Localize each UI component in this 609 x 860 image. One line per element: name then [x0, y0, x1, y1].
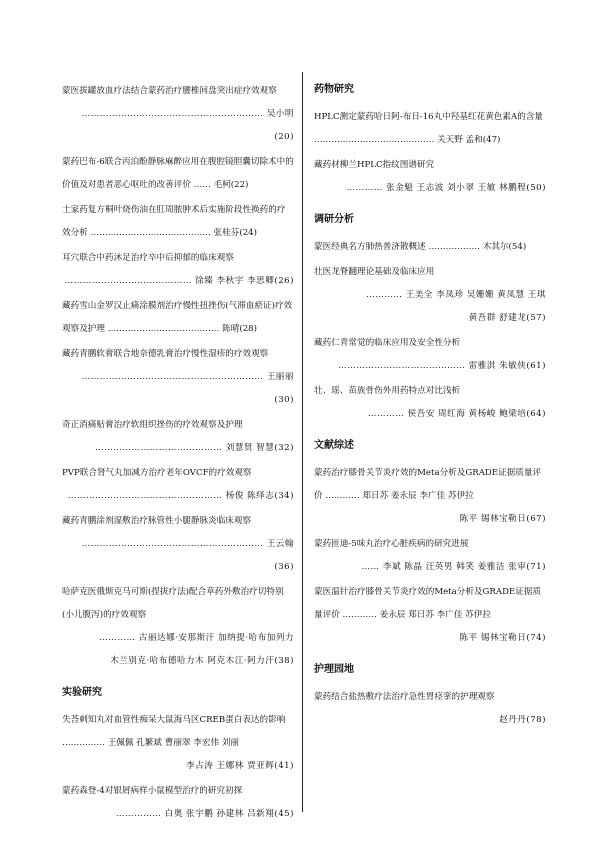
article-authors: ………… 侯吾安 周红海 黄杨峻 鲍梁培(64): [367, 409, 546, 419]
toc-entry[interactable]: [62, 510, 294, 579]
toc-entry[interactable]: [62, 709, 294, 778]
article-authors: 赵丹丹(78): [499, 715, 546, 725]
toc-entry[interactable]: [314, 106, 546, 152]
article-title: 蒙药结合盐热敷疗法治疗急性胃痉挛的护理观察: [314, 692, 495, 702]
toc-entry[interactable]: [62, 780, 294, 826]
toc-entry[interactable]: [62, 343, 294, 412]
toc-entry[interactable]: [62, 295, 294, 341]
toc-entry[interactable]: [62, 414, 294, 460]
toc-entry[interactable]: [62, 581, 294, 673]
toc-entry[interactable]: [314, 261, 546, 330]
article-authors: 陈平 锡林宝勒日(74): [459, 633, 546, 643]
toc-entry[interactable]: [314, 332, 546, 378]
toc-entry[interactable]: [314, 533, 546, 579]
article-title: 哈萨克医俄斯克马可斯(捏拔疗法)配合草药外敷治疗切特别(小儿腹泻)的疗效观察: [62, 587, 284, 620]
article-title: 耳穴联合中药沐足治疗卒中后抑郁的临床观察: [62, 253, 234, 263]
toc-entry[interactable]: [314, 581, 546, 650]
article-authors: …………………………………………………… 王丽丽(30): [81, 372, 294, 405]
article-title: 藏药材柳兰HPLC指纹图谱研究: [314, 160, 435, 170]
toc-entry[interactable]: [62, 247, 294, 293]
article-title: 壮、瑶、苗族骨伤外用药特点对比浅析: [314, 386, 461, 396]
toc-entry[interactable]: [62, 80, 294, 149]
toc-entry[interactable]: [314, 462, 546, 531]
article-authors: …………………………………… 刘慧贤 智慧(32): [95, 443, 294, 453]
article-authors: 李占涛 王娜林 贾亚辉(41): [186, 761, 294, 771]
toc-entry[interactable]: [314, 686, 546, 732]
toc-left-column: [62, 80, 294, 828]
article-title: 蒙医经典名方肺热普济散概述 ……………… 木其尔(54): [314, 242, 527, 252]
toc-right-column: [314, 80, 546, 734]
article-authors: 木兰别克·哈布德哈力木 阿克木江·阿力汗(38): [110, 656, 294, 666]
toc-entry[interactable]: [314, 380, 546, 426]
section-heading: 药物研究: [314, 84, 354, 95]
toc-entry[interactable]: [314, 154, 546, 200]
section-heading: 实验研究: [62, 687, 102, 698]
article-title: 土家药复方桐叶烧伤油在肛周脓肿术后实施阶段性换药的疗效分析 …………………………………… 张桂芬(24): [62, 205, 286, 238]
article-title: 藏药仁青常觉的临床应用及安全性分析: [314, 338, 461, 348]
article-authors: …………… 白奥 张宇鹏 孙建林 吕新翔(45): [115, 809, 294, 819]
article-title: 藏药雪山金罗汉止痛涂膜剂治疗慢性扭挫伤(气滞血瘀证)疗效观察及护理 ………………………………… 陈晴(28): [62, 301, 293, 334]
article-authors: …………………………………… 雷雅淇 朱敏侠(61): [338, 361, 546, 371]
section-heading: 护理园地: [314, 664, 354, 675]
article-authors: ………… 古丽达娜·安那斯汗 加纳提·哈布加列力: [99, 633, 294, 643]
article-authors: …………………………………………………… 王云翰(36): [81, 539, 294, 572]
article-title: 蒙药治疗膝骨关节炎疗效的Meta分析及GRADE证据质量评价 ………… 郑日苏 姜永辰 李广佳 苏伊拉: [314, 468, 542, 501]
article-authors: …… 李斌 陈晶 汪英男 韩笑 姜雅洁 张审(71): [361, 562, 546, 572]
article-title: 蒙医拔罐放血疗法结合蒙药治疗腰椎间盘突出症疗效观察: [62, 86, 277, 96]
article-title: 奇正消痛贴膏治疗软组织挫伤的疗效观察及护理: [62, 420, 243, 430]
article-title: 蒙药巴布-6联合丙泊酚静脉麻醉应用在腹腔镜胆囊切除术中的价值及对患者恶心呕吐的改善评价 …… 毛柯(22): [62, 157, 294, 190]
toc-entry[interactable]: [62, 151, 294, 197]
toc-entry[interactable]: [62, 462, 294, 508]
article-authors: 黄吾群 舒建龙(57): [468, 313, 546, 323]
section-heading: 文献综述: [314, 440, 354, 451]
article-title: 壮医龙脊翻理论基础及临床应用: [314, 267, 435, 277]
article-title: 藏药青鹏软膏联合地奈德乳膏治疗慢性湿疹的疗效观察: [62, 349, 269, 359]
article-authors: …………………………………………………… 吴小明(20): [81, 109, 294, 142]
article-title: 失荅剌知丸对血管性痴呆大鼠海马区CREB蛋白表达的影响 …………… 王佩佩 孔繁斌 曹丽翠 李宏伟 刘丽: [62, 715, 286, 748]
article-authors: …………………………………………… 杨俊 陈绎志(34): [67, 491, 294, 501]
article-authors: …………………………………… 徐臻 李秋宇 李思卿(26): [64, 276, 294, 286]
article-title: 藏药青鹏涂剂湿敷治疗脉管性小腿静脉炎临床观察: [62, 516, 252, 526]
article-title: PVP联合肾气丸加减方治疗老年OVCF的疗效观察: [62, 468, 252, 478]
article-authors: ………… 王美全 李凤珍 吴姗姗 黄凤慧 王琪: [366, 290, 546, 300]
article-authors: 陈平 锡林宝勒日(67): [459, 514, 546, 524]
section-heading: 调研分析: [314, 214, 354, 225]
toc-entry[interactable]: [314, 236, 546, 259]
article-title: 蒙药森登-4对银屑病样小鼠模型治疗的研究初探: [62, 786, 243, 796]
article-title: 蒙药匝迪-5味丸治疗心脏疾病的研究进展: [314, 539, 469, 549]
article-authors: ………… 张金魁 王志波 刘小翠 王敏 林鹏程(50): [346, 183, 546, 193]
toc-entry[interactable]: [62, 199, 294, 245]
column-divider: [302, 72, 303, 812]
article-title: HPLC测定蒙药哈日阿-布日-16丸中羟基红花黄色素A的含量 …………………………………… 关天野 孟和(47): [314, 112, 543, 145]
article-title: 蒙医温针治疗膝骨关节炎疗效的Meta分析及GRADE证据质量评价 ………… 姜永辰 郑日苏 李广佳 苏伊拉: [314, 587, 542, 620]
